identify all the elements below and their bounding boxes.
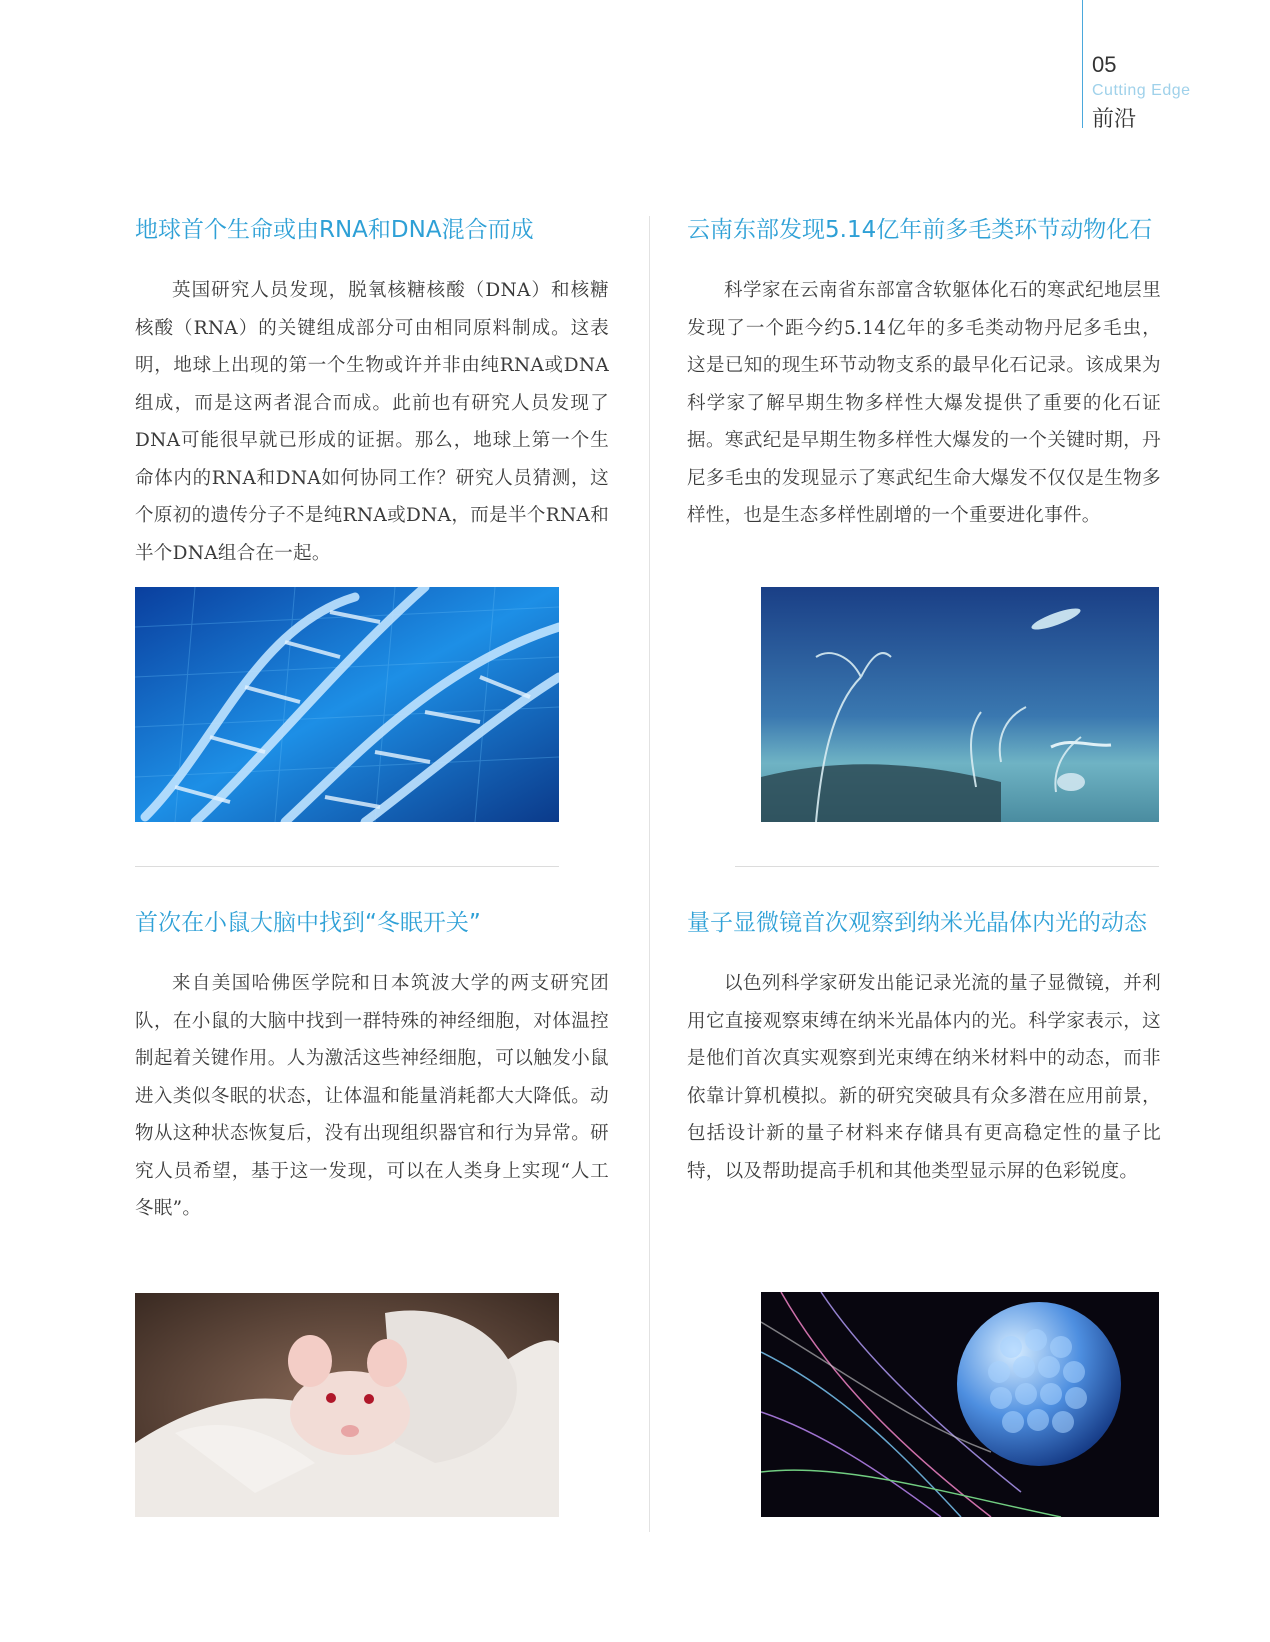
article-title: 地球首个生命或由RNA和DNA混合而成 (135, 217, 534, 243)
article-title: 首次在小鼠大脑中找到“冬眠开关” (135, 910, 481, 936)
cambrian-seafloor-image (761, 587, 1159, 822)
row-divider-right (735, 866, 1159, 867)
header-rule (1082, 0, 1083, 128)
article-body: 英国研究人员发现，脱氧核糖核酸（DNA）和核糖核酸（RNA）的关键组成部分可由相同原料制成。这表明，地球上出现的第一个生物或许并非由纯RNA或DNA组成，而是这两者混合而成。此前也有研究人员发现了DNA可能很早就已形成的证据。那么，地球上第一个生命体内的RNA和DNA如何协同工作？研究人员猜测，这个原初的遗传分子不是纯RNA或DNA，而是半个RNA和半个DNA组合在一起。 (135, 280, 609, 564)
article-title: 量子显微镜首次观察到纳米光晶体内光的动态 (687, 910, 1147, 936)
article-body: 来自美国哈佛医学院和日本筑波大学的两支研究团队，在小鼠的大脑中找到一群特殊的神经细胞，对体温控制起着关键作用。人为激活这些神经细胞，可以触发小鼠进入类似冬眠的状态，让体温和能量消耗都大大降低。动物从这种状态恢复后，没有出现组织器官和行为异常。研究人员希望，基于这一发现，可以在人类身上实现“人工冬眠”。 (135, 973, 609, 1219)
nano-crystal-sphere-image (761, 1292, 1159, 1517)
section-name-cn: 前沿 (1092, 107, 1137, 132)
article-hibernation-switch (135, 903, 609, 1228)
dna-double-helix-image (135, 587, 559, 822)
article-quantum-microscope (687, 903, 1161, 1190)
article-rna-dna (135, 210, 609, 572)
article-body: 以色列科学家研发出能记录光流的量子显微镜，并利用它直接观察束缚在纳米光晶体内的光。科学家表示，这是他们首次真实观察到光束缚在纳米材料中的动态，而非依靠计算机模拟。新的研究突破具有众多潜在应用前景，包括设计新的量子材料来存储具有更高稳定性的量子比特，以及帮助提高手机和其他类型显示屏的色彩锐度。 (687, 973, 1161, 1182)
article-title: 云南东部发现5.14亿年前多毛类环节动物化石 (687, 217, 1153, 243)
row-divider-left (135, 866, 559, 867)
page-number: 05 (1092, 52, 1117, 77)
section-name-en: Cutting Edge (1092, 82, 1191, 99)
lab-mouse-image (135, 1293, 559, 1517)
article-polychaete-fossil (687, 210, 1161, 535)
column-divider (649, 216, 650, 1532)
article-body: 科学家在云南省东部富含软躯体化石的寒武纪地层里发现了一个距今约5.14亿年的多毛类动物丹尼多毛虫，这是已知的现生环节动物支系的最早化石记录。该成果为科学家了解早期生物多样性大爆发提供了重要的化石证据。寒武纪是早期生物多样性大爆发的一个关键时期，丹尼多毛虫的发现显示了寒武纪生命大爆发不仅仅是生物多样性，也是生态多样性剧增的一个重要进化事件。 (687, 280, 1161, 526)
